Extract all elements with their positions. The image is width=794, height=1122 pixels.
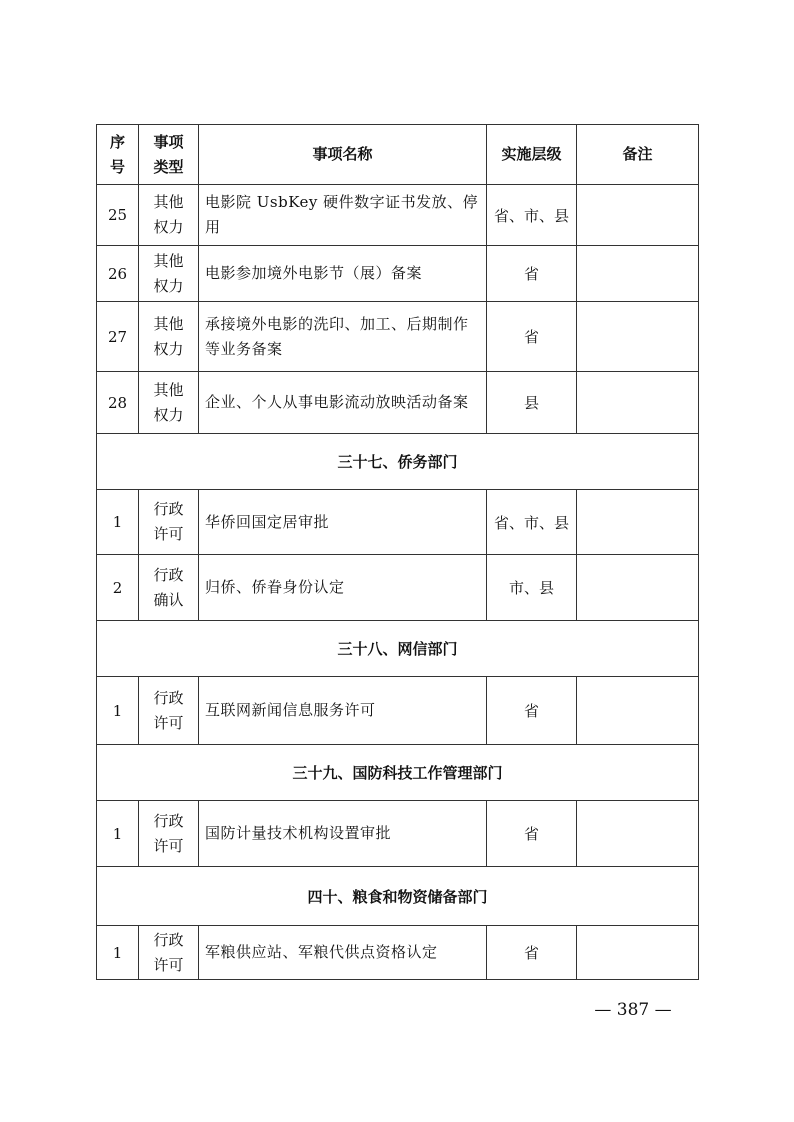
header-name: 事项名称	[199, 125, 487, 185]
row-number: 27	[97, 302, 139, 372]
table-row	[97, 801, 699, 867]
row-number: 1	[97, 490, 139, 555]
row-level: 省	[487, 246, 577, 302]
row-type: 行政 许可	[139, 801, 199, 867]
section-row	[97, 434, 699, 490]
row-item-name: 互联网新闻信息服务许可	[199, 677, 487, 745]
row-level: 县	[487, 372, 577, 434]
row-level: 省、市、县	[487, 490, 577, 555]
section-title: 三十七、侨务部门	[97, 434, 699, 490]
table-row	[97, 926, 699, 980]
row-item-name: 电影参加境外电影节（展）备案	[199, 246, 487, 302]
row-type: 其他 权力	[139, 302, 199, 372]
row-note	[577, 801, 699, 867]
row-note	[577, 372, 699, 434]
row-type: 行政 许可	[139, 926, 199, 980]
page-number: — 387 —	[594, 1000, 672, 1020]
table-row	[97, 555, 699, 621]
row-number: 1	[97, 677, 139, 745]
header-number: 序 号	[97, 125, 139, 185]
section-row	[97, 867, 699, 926]
row-level: 省	[487, 801, 577, 867]
row-type: 行政 许可	[139, 490, 199, 555]
row-item-name: 国防计量技术机构设置审批	[199, 801, 487, 867]
table-row	[97, 185, 699, 246]
header-type: 事项 类型	[139, 125, 199, 185]
row-type: 其他 权力	[139, 185, 199, 246]
row-item-name: 军粮供应站、军粮代供点资格认定	[199, 926, 487, 980]
table-row	[97, 490, 699, 555]
table-row	[97, 302, 699, 372]
row-note	[577, 555, 699, 621]
table-row	[97, 372, 699, 434]
row-item-name: 承接境外电影的洗印、加工、后期制作等业务备案	[199, 302, 487, 372]
row-level: 省	[487, 302, 577, 372]
header-note: 备注	[577, 125, 699, 185]
row-number: 26	[97, 246, 139, 302]
row-level: 市、县	[487, 555, 577, 621]
row-number: 1	[97, 801, 139, 867]
row-note	[577, 185, 699, 246]
row-item-name: 归侨、侨眷身份认定	[199, 555, 487, 621]
row-item-name: 华侨回国定居审批	[199, 490, 487, 555]
section-row	[97, 745, 699, 801]
row-number: 28	[97, 372, 139, 434]
row-item-name: 企业、个人从事电影流动放映活动备案	[199, 372, 487, 434]
row-level: 省	[487, 677, 577, 745]
row-level: 省	[487, 926, 577, 980]
row-note	[577, 302, 699, 372]
row-type: 行政 许可	[139, 677, 199, 745]
section-title: 四十、粮食和物资储备部门	[97, 867, 699, 926]
row-note	[577, 490, 699, 555]
section-row	[97, 621, 699, 677]
header-level: 实施层级	[487, 125, 577, 185]
items-table	[96, 124, 699, 980]
table-row	[97, 246, 699, 302]
section-title: 三十九、国防科技工作管理部门	[97, 745, 699, 801]
row-note	[577, 246, 699, 302]
row-number: 2	[97, 555, 139, 621]
table-header-row	[97, 125, 699, 185]
row-type: 其他 权力	[139, 246, 199, 302]
row-number: 25	[97, 185, 139, 246]
row-number: 1	[97, 926, 139, 980]
row-note	[577, 677, 699, 745]
section-title: 三十八、网信部门	[97, 621, 699, 677]
row-type: 其他 权力	[139, 372, 199, 434]
table-row	[97, 677, 699, 745]
row-level: 省、市、县	[487, 185, 577, 246]
row-note	[577, 926, 699, 980]
row-item-name: 电影院 UsbKey 硬件数字证书发放、停用	[199, 185, 487, 246]
row-type: 行政 确认	[139, 555, 199, 621]
